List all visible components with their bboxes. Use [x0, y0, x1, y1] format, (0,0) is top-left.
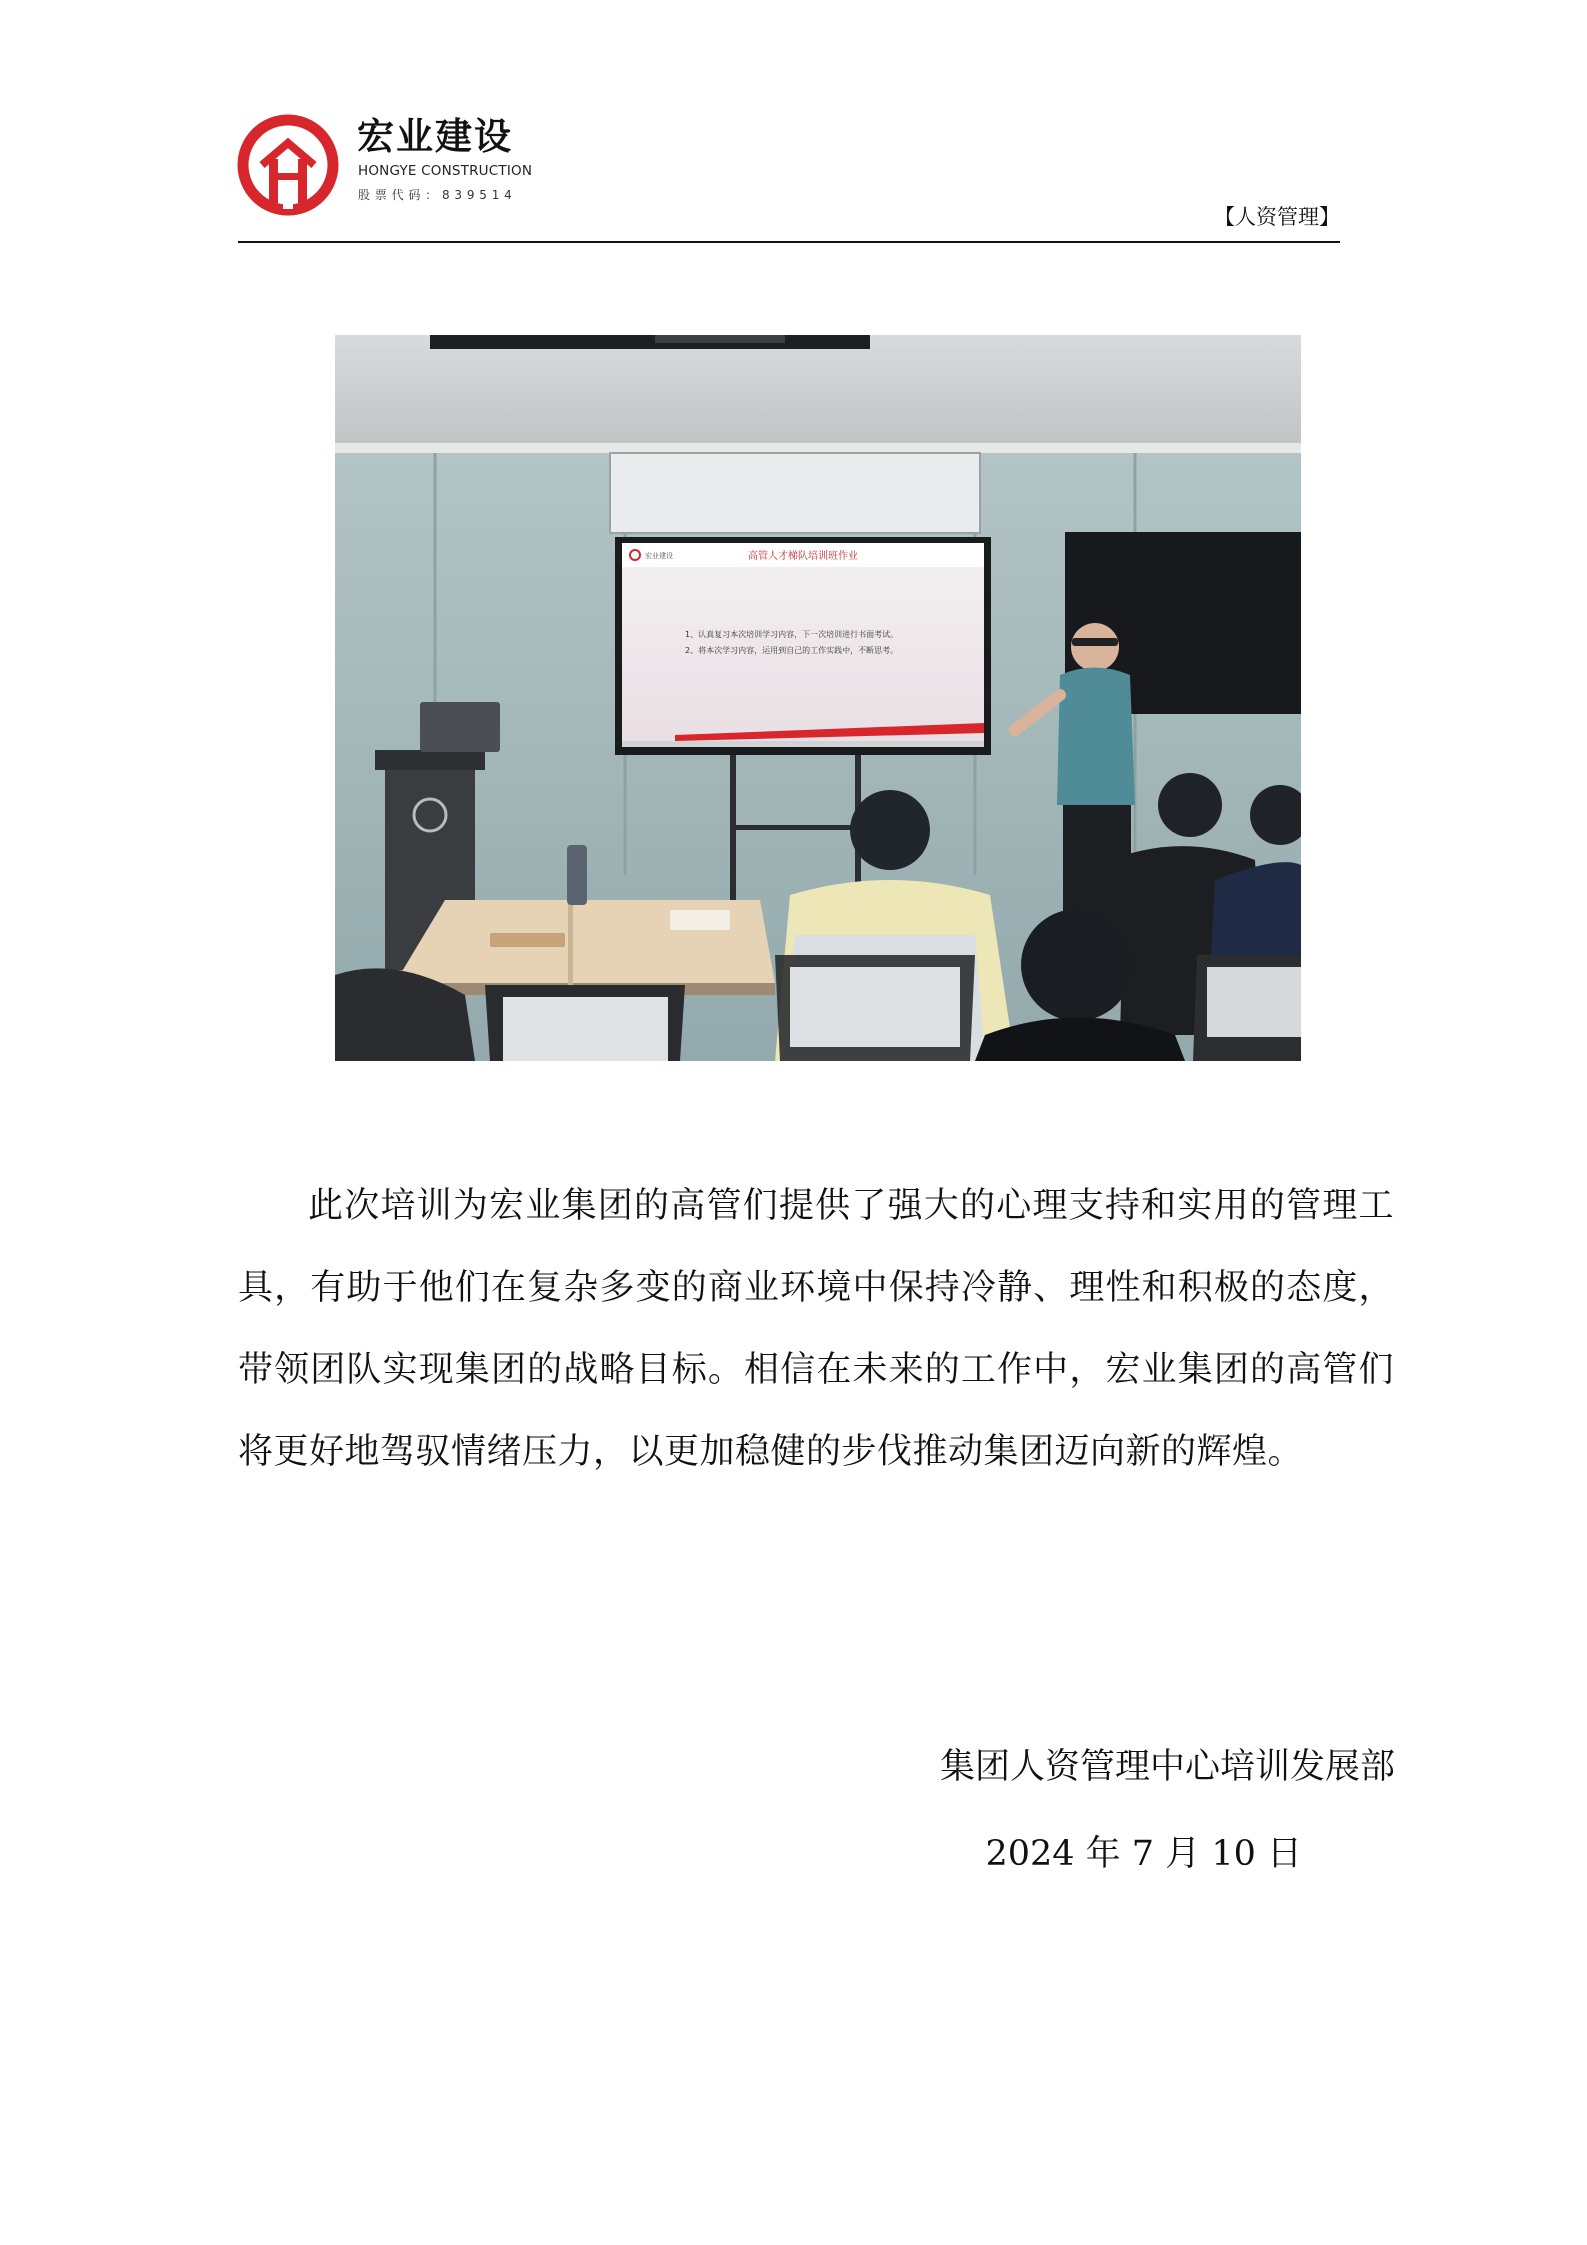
training-photo — [335, 335, 1301, 1061]
slide-logo-text: 宏业建设 — [645, 552, 673, 560]
water-bottle — [567, 845, 587, 905]
body-paragraph: 此次培训为宏业集团的高管们提供了强大的心理支持和实用的管理工具，有助于他们在复杂多变的商业环境中保持冷静、理性和积极的态度，带领团队实现集团的战略目标。相信在未来的工作中，宏业集团的高管们将更好地驾驭情绪压力，以更加稳健的步伐推动集团迈向新的辉煌。 — [238, 1186, 1394, 1472]
signature-department: 集团人资管理中心培训发展部 — [939, 1747, 1395, 1787]
header-divider — [238, 241, 1340, 243]
stock-code: 股票代码：839514 — [358, 188, 517, 202]
department-tag: 【人资管理】 — [1214, 205, 1340, 229]
brand-name-en: HONGYE CONSTRUCTION — [358, 163, 533, 179]
company-logo-icon — [236, 113, 340, 217]
slide-item-2: 2、将本次学习内容，运用到自己的工作实践中，不断思考。 — [685, 646, 899, 655]
presentation-display — [615, 537, 991, 755]
brand-name-cn: 宏业建设 — [357, 115, 513, 158]
ceiling — [335, 335, 1301, 453]
signature-date: 2024 年 7 月 10 日 — [985, 1834, 1302, 1874]
slide-item-1: 1、认真复习本次培训学习内容，下一次培训进行书面考试。 — [685, 630, 899, 639]
slide-title: 高管人才梯队培训班作业 — [748, 551, 858, 562]
